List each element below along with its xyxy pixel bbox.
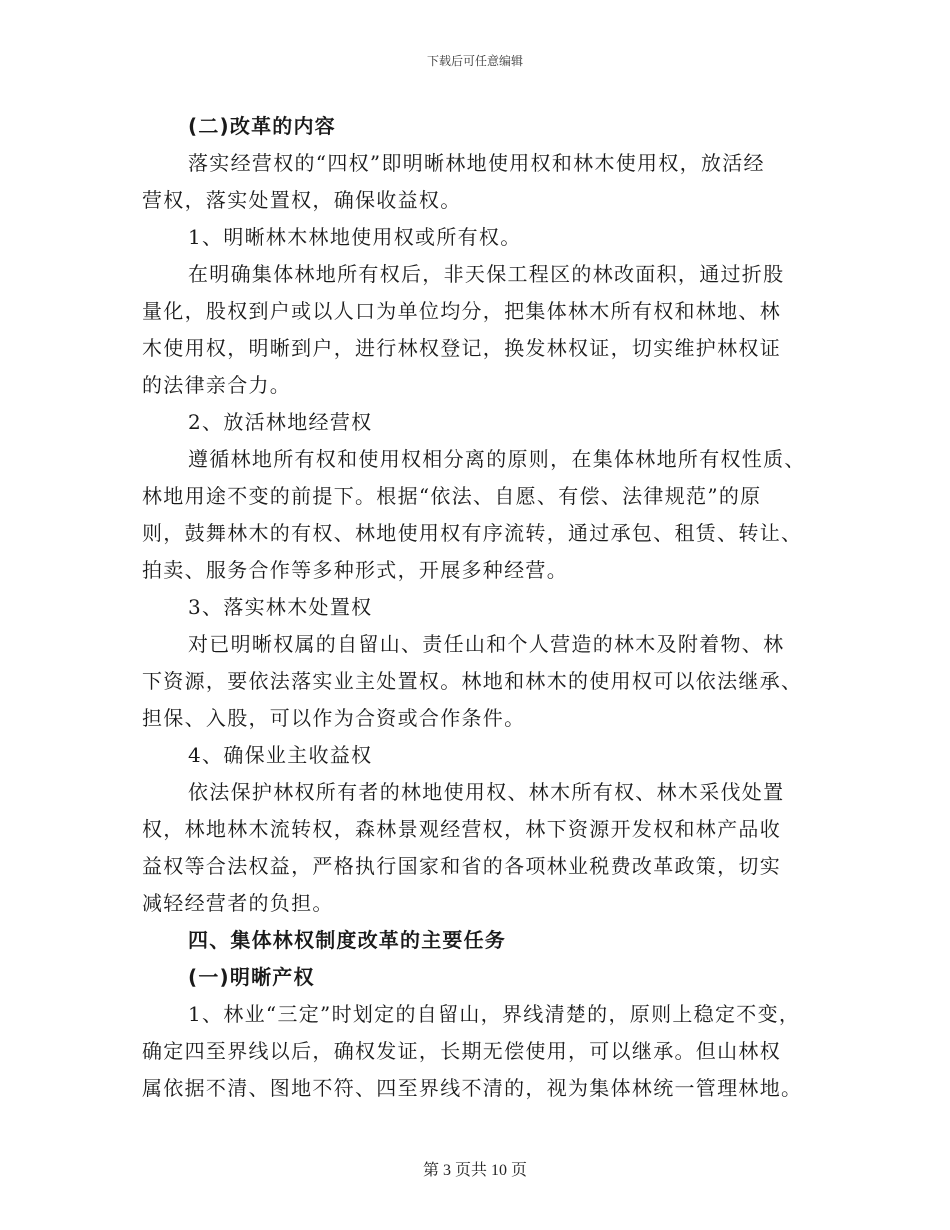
paragraph-line: 下资源，要依法落实业主处置权。林地和林木的使用权可以依法继承、 bbox=[142, 669, 803, 693]
paragraph-line: 依法保护林权所有者的林地使用权、林木所有权、林木采伐处置 bbox=[188, 780, 785, 804]
paragraph-line: 则，鼓舞林木的有权、林地使用权有序流转，通过承包、租赁、转让、 bbox=[142, 521, 803, 545]
paragraph-line: 1、林业“三定”时划定的自留山，界线清楚的，原则上稳定不变， bbox=[188, 1002, 801, 1026]
paragraph-line: 减轻经营者的负担。 bbox=[142, 891, 334, 915]
paragraph-line: 落实经营权的“四权”即明晰林地使用权和林木使用权，放活经 bbox=[188, 151, 765, 175]
paragraph-line: 在明确集体林地所有权后，非天保工程区的林改面积，通过折股 bbox=[188, 262, 785, 286]
paragraph-line: 林地用途不变的前提下。根据“依法、自愿、有偿、法律规范”的原 bbox=[142, 484, 762, 508]
paragraph-line: 量化，股权到户或以人口为单位均分，把集体林木所有权和林地、林 bbox=[142, 299, 781, 323]
paragraph-line: 担保、入股，可以作为合资或合作条件。 bbox=[142, 706, 526, 730]
paragraph-line: 3、落实林木处置权 bbox=[188, 595, 373, 619]
paragraph-line: 确定四至界线以后，确权发证，长期无偿使用，可以继承。但山林权 bbox=[142, 1039, 781, 1063]
paragraph-line: 的法律亲合力。 bbox=[142, 373, 292, 397]
page-header: 下载后可任意编辑 bbox=[426, 54, 523, 68]
section-heading: (二)改革的内容 bbox=[188, 114, 336, 138]
paragraph-line: 益权等合法权益，严格执行国家和省的各项林业税费改革政策，切实 bbox=[142, 854, 781, 878]
paragraph-line: 木使用权，明晰到户，进行林权登记，换发林权证，切实维护林权证 bbox=[142, 336, 781, 360]
paragraph-line: 2、放活林地经营权 bbox=[188, 410, 373, 434]
paragraph-line: 营权，落实处置权，确保收益权。 bbox=[142, 188, 462, 212]
paragraph-line: 权，林地林木流转权，森林景观经营权，林下资源开发权和林产品收 bbox=[142, 817, 781, 841]
paragraph-line: 对已明晰权属的自留山、责任山和个人营造的林木及附着物、林 bbox=[188, 632, 785, 656]
section-heading: (一)明晰产权 bbox=[188, 965, 315, 989]
paragraph-line: 属依据不清、图地不符、四至界线不清的，视为集体林统一管理林地。 bbox=[142, 1076, 803, 1100]
page-footer: 第 3 页共 10 页 bbox=[422, 1162, 527, 1179]
document-body bbox=[142, 108, 822, 1107]
section-heading: 四、集体林权制度改革的主要任务 bbox=[188, 928, 506, 952]
paragraph-line: 拍卖、服务合作等多种形式，开展多种经营。 bbox=[142, 558, 568, 582]
paragraph-line: 4、确保业主收益权 bbox=[188, 743, 373, 767]
paragraph-line: 1、明晰林木林地使用权或所有权。 bbox=[188, 225, 522, 249]
paragraph-line: 遵循林地所有权和使用权相分离的原则，在集体林地所有权性质、 bbox=[188, 447, 806, 471]
